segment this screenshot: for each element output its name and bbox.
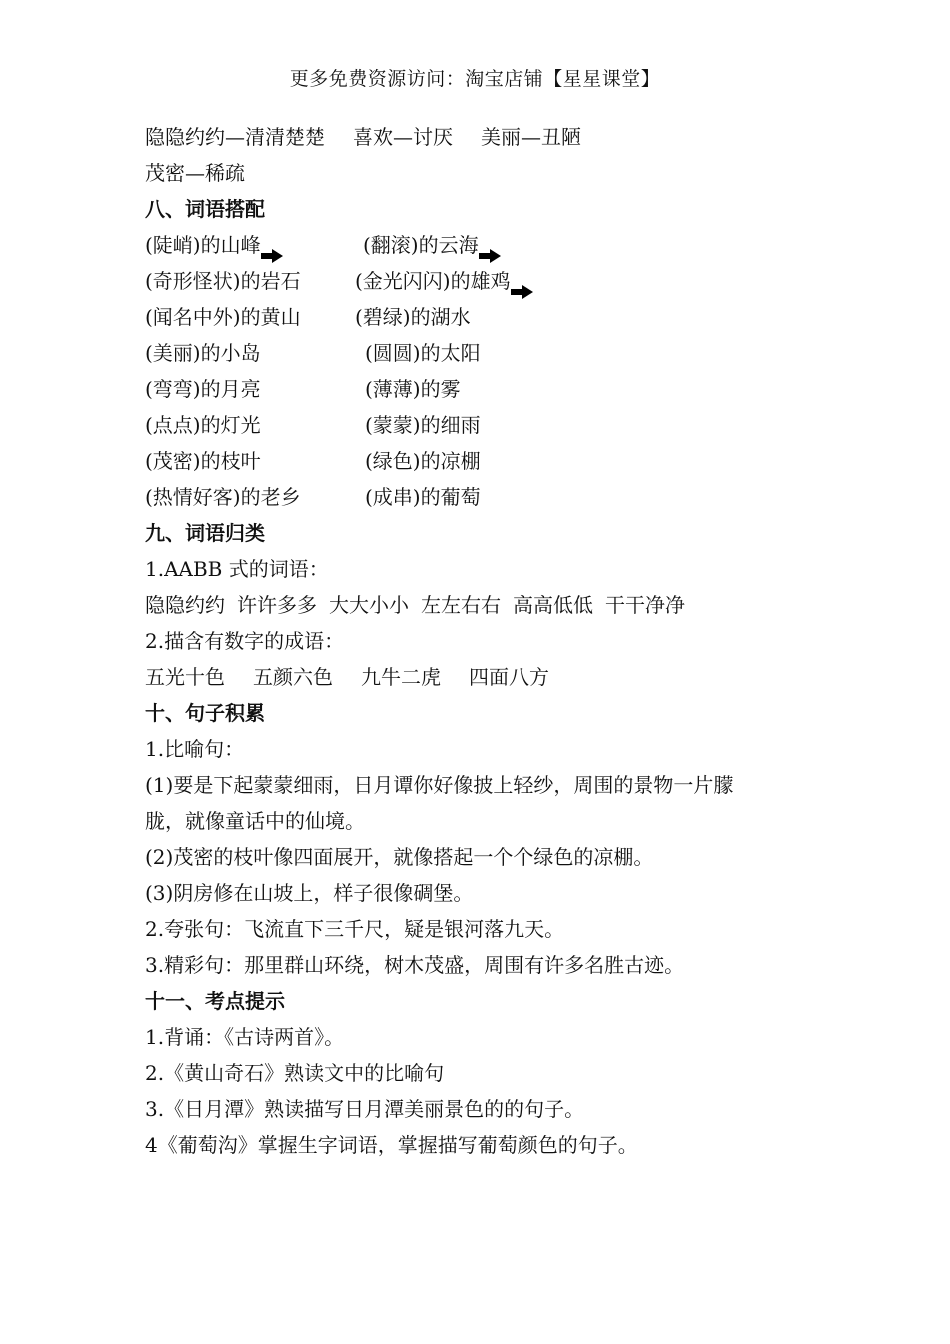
- word-pair-right: [365, 371, 575, 407]
- word-pair-left: [145, 479, 363, 515]
- word-pair-text: (蒙蒙)的细雨: [365, 413, 481, 437]
- section-9-title: 九、词语归类: [145, 521, 265, 545]
- word-pair-text: (美丽)的小岛: [145, 341, 261, 365]
- word-item: 大大小小: [329, 593, 409, 617]
- word-pair-row: [145, 371, 835, 407]
- word-pair-text: (金光闪闪)的雄鸡: [355, 269, 511, 293]
- section-8-title: 八、词语搭配: [145, 197, 265, 221]
- simile-sentence-1a: (1)要是下起蒙蒙细雨，日月谭你好像披上轻纱，周围的景物一片朦: [145, 773, 734, 797]
- antonym-item: 隐隐约约—清清楚楚: [145, 125, 325, 149]
- page-header: 更多免费资源访问：淘宝店铺【星星课堂】: [289, 68, 661, 90]
- word-pair-left: [145, 443, 363, 479]
- word-item: 干干净净: [605, 593, 685, 617]
- word-pair-left: [145, 299, 363, 335]
- antonym-item: 美丽—丑陋: [481, 125, 581, 149]
- word-pair-text: (点点)的灯光: [145, 413, 261, 437]
- word-pair-right: [363, 227, 573, 263]
- aabb-word-list: [145, 587, 835, 623]
- word-pair-row: [145, 299, 835, 335]
- simile-sentence-1b: 胧，就像童话中的仙境。: [145, 809, 365, 833]
- antonym-row-2: [145, 155, 835, 191]
- word-pair-row: [145, 407, 835, 443]
- right-arrow-icon: [479, 238, 501, 252]
- word-pair-text: (绿色)的凉棚: [365, 449, 481, 473]
- word-pair-right: [365, 335, 575, 371]
- word-pair-text: (陡峭)的山峰: [145, 233, 261, 257]
- word-pair-right: [365, 479, 575, 515]
- right-arrow-icon: [261, 238, 283, 252]
- simile-subtitle: 1.比喻句：: [145, 737, 245, 761]
- document-body: [145, 119, 835, 1163]
- word-item: 隐隐约约: [145, 593, 225, 617]
- idiom-item: 五颜六色: [253, 665, 333, 689]
- word-pair-right: [365, 443, 575, 479]
- word-pair-row: [145, 263, 835, 299]
- word-pair-row: [145, 335, 835, 371]
- word-pair-text: (热情好客)的老乡: [145, 485, 301, 509]
- word-pair-text: (碧绿)的湖水: [355, 305, 471, 329]
- exam-tip: 2.《黄山奇石》熟读文中的比喻句: [145, 1061, 445, 1085]
- word-pair-row: [145, 443, 835, 479]
- exam-tip: 4《葡萄沟》掌握生字词语，掌握描写葡萄颜色的句子。: [145, 1133, 638, 1157]
- word-pair-left: [145, 227, 363, 263]
- word-item: 高高低低: [513, 593, 593, 617]
- word-pair-row: [145, 227, 835, 263]
- word-pair-list: [145, 227, 835, 515]
- antonym-item: 茂密—稀疏: [145, 161, 245, 185]
- aabb-subtitle: 1.AABB 式的词语：: [145, 557, 329, 581]
- idiom-item: 五光十色: [145, 665, 225, 689]
- word-item: 许许多多: [237, 593, 317, 617]
- exam-tip: 1.背诵：《古诗两首》。: [145, 1025, 345, 1049]
- idiom-item: 九牛二虎: [361, 665, 441, 689]
- word-pair-right: [365, 407, 575, 443]
- word-pair-right: [355, 263, 565, 299]
- word-pair-row: [145, 479, 835, 515]
- word-pair-left: [145, 407, 363, 443]
- idiom-item: 四面八方: [469, 665, 549, 689]
- word-item: 左左右右: [421, 593, 501, 617]
- word-pair-left: [145, 371, 363, 407]
- word-pair-text: (弯弯)的月亮: [145, 377, 261, 401]
- hyperbole-sentence: 2.夸张句：飞流直下三千尺，疑是银河落九天。: [145, 917, 565, 941]
- number-idiom-subtitle: 2.描含有数字的成语：: [145, 629, 345, 653]
- word-pair-text: (奇形怪状)的岩石: [145, 269, 301, 293]
- simile-sentence-2: (2)茂密的枝叶像四面展开，就像搭起一个个绿色的凉棚。: [145, 845, 654, 869]
- right-arrow-icon: [511, 274, 533, 288]
- word-pair-right: [355, 299, 565, 335]
- section-10-title: 十、句子积累: [145, 701, 265, 725]
- antonym-item: 喜欢—讨厌: [353, 125, 453, 149]
- antonym-row-1: [145, 119, 835, 155]
- word-pair-text: (薄薄)的雾: [365, 377, 461, 401]
- word-pair-text: (茂密)的枝叶: [145, 449, 261, 473]
- word-pair-left: [145, 335, 363, 371]
- highlight-sentence: 3.精彩句：那里群山环绕，树木茂盛，周围有许多名胜古迹。: [145, 953, 685, 977]
- section-11-title: 十一、考点提示: [145, 989, 285, 1013]
- word-pair-text: (翻滚)的云海: [363, 233, 479, 257]
- word-pair-text: (成串)的葡萄: [365, 485, 481, 509]
- number-idiom-list: [145, 659, 835, 695]
- simile-sentence-3: (3)阴房修在山坡上，样子很像碉堡。: [145, 881, 474, 905]
- word-pair-left: [145, 263, 363, 299]
- exam-tip: 3.《日月潭》熟读描写日月潭美丽景色的的句子。: [145, 1097, 585, 1121]
- word-pair-text: (闻名中外)的黄山: [145, 305, 301, 329]
- word-pair-text: (圆圆)的太阳: [365, 341, 481, 365]
